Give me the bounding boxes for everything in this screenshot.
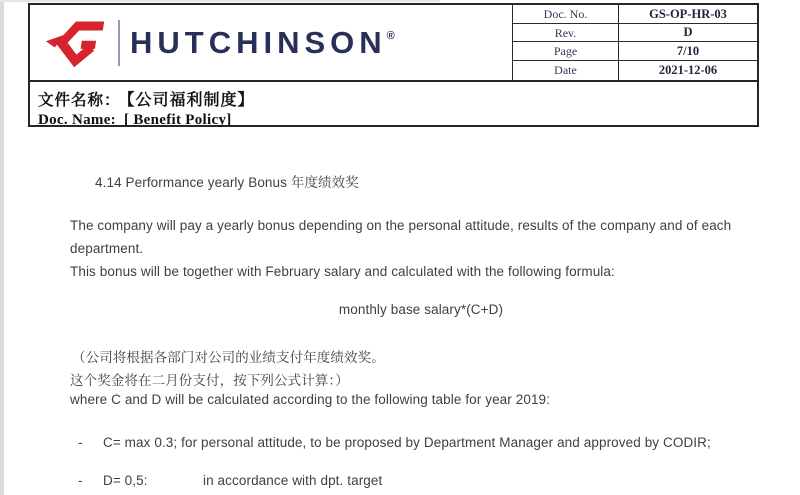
doc-name-zh-label: 文件名称： xyxy=(38,92,121,109)
chinese-note-line-1: （公司将根据各部门对公司的业绩支付年度绩效奖。 xyxy=(72,350,385,365)
where-clause: where C and D will be calculated according to the following table for year 2019: xyxy=(70,392,551,407)
bullet-1-text: C= max 0.3; for personal attitude, to be proposed by Department Manager and approved by CODIR; xyxy=(103,435,711,450)
bullet-1-marker: - xyxy=(78,435,83,450)
page-value: 7/10 xyxy=(619,42,757,61)
doc-name-section xyxy=(30,82,757,129)
doc-name-zh-line xyxy=(38,87,749,110)
date-label: Date xyxy=(513,61,619,80)
doc-name-en-value: [ Benefit Policy] xyxy=(123,112,232,128)
registered-mark: ® xyxy=(386,30,395,42)
doc-name-en-label: Doc. Name: xyxy=(38,112,116,128)
bullet-2-marker: - xyxy=(78,473,83,488)
doc-name-en-line xyxy=(38,112,749,129)
header-top-row xyxy=(30,5,757,82)
brand-area xyxy=(30,5,512,80)
brand-wordmark xyxy=(130,27,395,58)
scan-edge-left xyxy=(0,0,4,495)
scan-edge-top xyxy=(0,0,440,2)
brand-divider xyxy=(118,20,120,66)
bullet-2-lead: D= 0,5: xyxy=(103,473,148,488)
wordmark-text: HUTCHINSON xyxy=(130,25,387,60)
rev-value: D xyxy=(619,24,757,43)
chinese-note-line-2: 这个奖金将在二月份支付，按下列公式计算：） xyxy=(70,373,349,388)
bonus-formula: monthly base salary*(C+D) xyxy=(338,302,504,317)
body-paragraphs xyxy=(70,214,746,283)
hutchinson-g-logo-icon xyxy=(42,17,110,69)
paragraph-1: The company will pay a yearly bonus depending on the personal attitude, results of the company and of each department. xyxy=(70,218,732,256)
rev-label: Rev. xyxy=(513,24,619,43)
document-header xyxy=(28,3,759,127)
doc-no-label: Doc. No. xyxy=(513,5,619,24)
doc-name-zh-value: 【公司福利制度】 xyxy=(126,92,255,109)
paragraph-2: This bonus will be together with February salary and calculated with the following formula: xyxy=(70,264,615,279)
date-value: 2021-12-06 xyxy=(658,63,718,78)
page-label: Page xyxy=(513,42,619,61)
doc-no-value: GS-OP-HR-03 xyxy=(619,5,757,24)
doc-info-table xyxy=(512,5,757,80)
section-heading: 4.14 Performance yearly Bonus 年度绩效奖 xyxy=(95,175,359,190)
bullet-2-text: in accordance with dpt. target xyxy=(203,473,383,488)
